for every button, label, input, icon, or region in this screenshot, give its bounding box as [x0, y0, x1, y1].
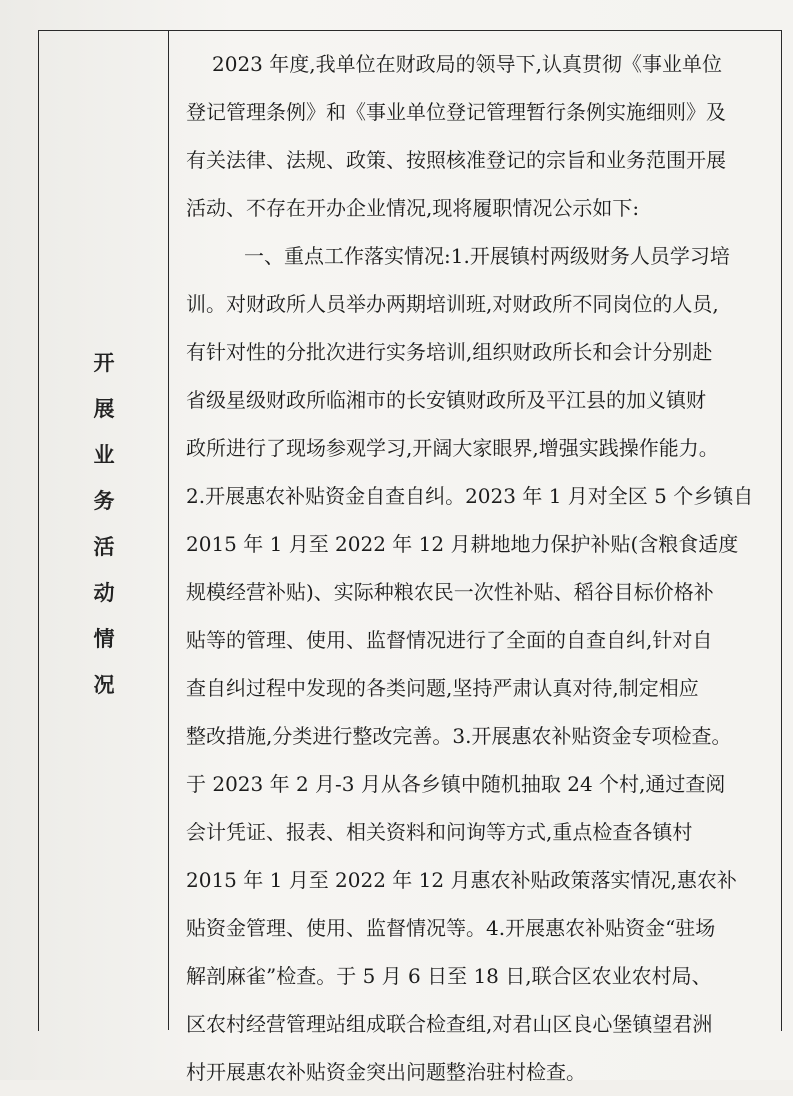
content-line: 贴资金管理、使用、监督情况等。4.开展惠农补贴资金“驻场: [186, 916, 716, 940]
content-line: 有关法律、法规、政策、按照核准登记的宗旨和业务范围开展: [186, 148, 726, 172]
column-divider: [168, 30, 169, 1030]
content-line: 村开展惠农补贴资金突出问题整治驻村检查。: [186, 1060, 586, 1084]
section-label-char: 活: [93, 535, 115, 559]
content-body: [186, 40, 766, 1096]
content-line: 2015 年 1 月至 2022 年 12 月耕地地力保护补贴(含粮食适度: [186, 532, 739, 556]
section-label-char: 业: [93, 443, 115, 467]
section-label-char: 动: [93, 581, 115, 605]
content-line: 登记管理条例》和《事业单位登记管理暂行条例实施细则》及: [186, 100, 726, 124]
content-line: 2015 年 1 月至 2022 年 12 月惠农补贴政策落实情况,惠农补: [186, 868, 737, 892]
section-label-char: 况: [93, 673, 115, 697]
section-label-char: 展: [93, 397, 115, 421]
content-line: 活动、不存在开办企业情况,现将履职情况公示如下:: [186, 196, 640, 220]
section-label: [40, 340, 168, 708]
section-label-char: 情: [93, 627, 115, 651]
content-line: 训。对财政所人员举办两期培训班,对财政所不同岗位的人员,: [186, 292, 719, 316]
content-line: 一、重点工作落实情况:1.开展镇村两级财务人员学习培: [244, 244, 730, 268]
content-line: 省级星级财政所临湘市的长安镇财政所及平江县的加义镇财: [186, 388, 706, 412]
content-line: 政所进行了现场参观学习,开阔大家眼界,增强实践操作能力。: [186, 436, 719, 460]
section-label-char: 务: [93, 489, 115, 513]
content-line: 区农村经营管理站组成联合检查组,对君山区良心堡镇望君洲: [186, 1012, 713, 1036]
content-line: 贴等的管理、使用、监督情况进行了全面的自查自纠,针对自: [186, 628, 713, 652]
content-line: 2023 年度,我单位在财政局的领导下,认真贯彻《事业单位: [212, 52, 722, 76]
content-line: 解剖麻雀”检查。于 5 月 6 日至 18 日,联合区农业农村局、: [186, 964, 712, 988]
content-line: 查自纠过程中发现的各类问题,坚持严肃认真对待,制定相应: [186, 676, 699, 700]
content-line: 规模经营补贴)、实际种粮农民一次性补贴、稻谷目标价格补: [186, 580, 714, 604]
content-line: 整改措施,分类进行整改完善。3.开展惠农补贴资金专项检查。: [186, 724, 732, 748]
section-label-char: 开: [93, 351, 115, 375]
content-line: 会计凭证、报表、相关资料和问询等方式,重点检查各镇村: [186, 820, 693, 844]
content-line: 有针对性的分批次进行实务培训,组织财政所长和会计分别赴: [186, 340, 713, 364]
content-line: 2.开展惠农补贴资金自查自纠。2023 年 1 月对全区 5 个乡镇自: [186, 484, 754, 508]
content-line: 于 2023 年 2 月-3 月从各乡镇中随机抽取 24 个村,通过查阅: [186, 772, 726, 796]
